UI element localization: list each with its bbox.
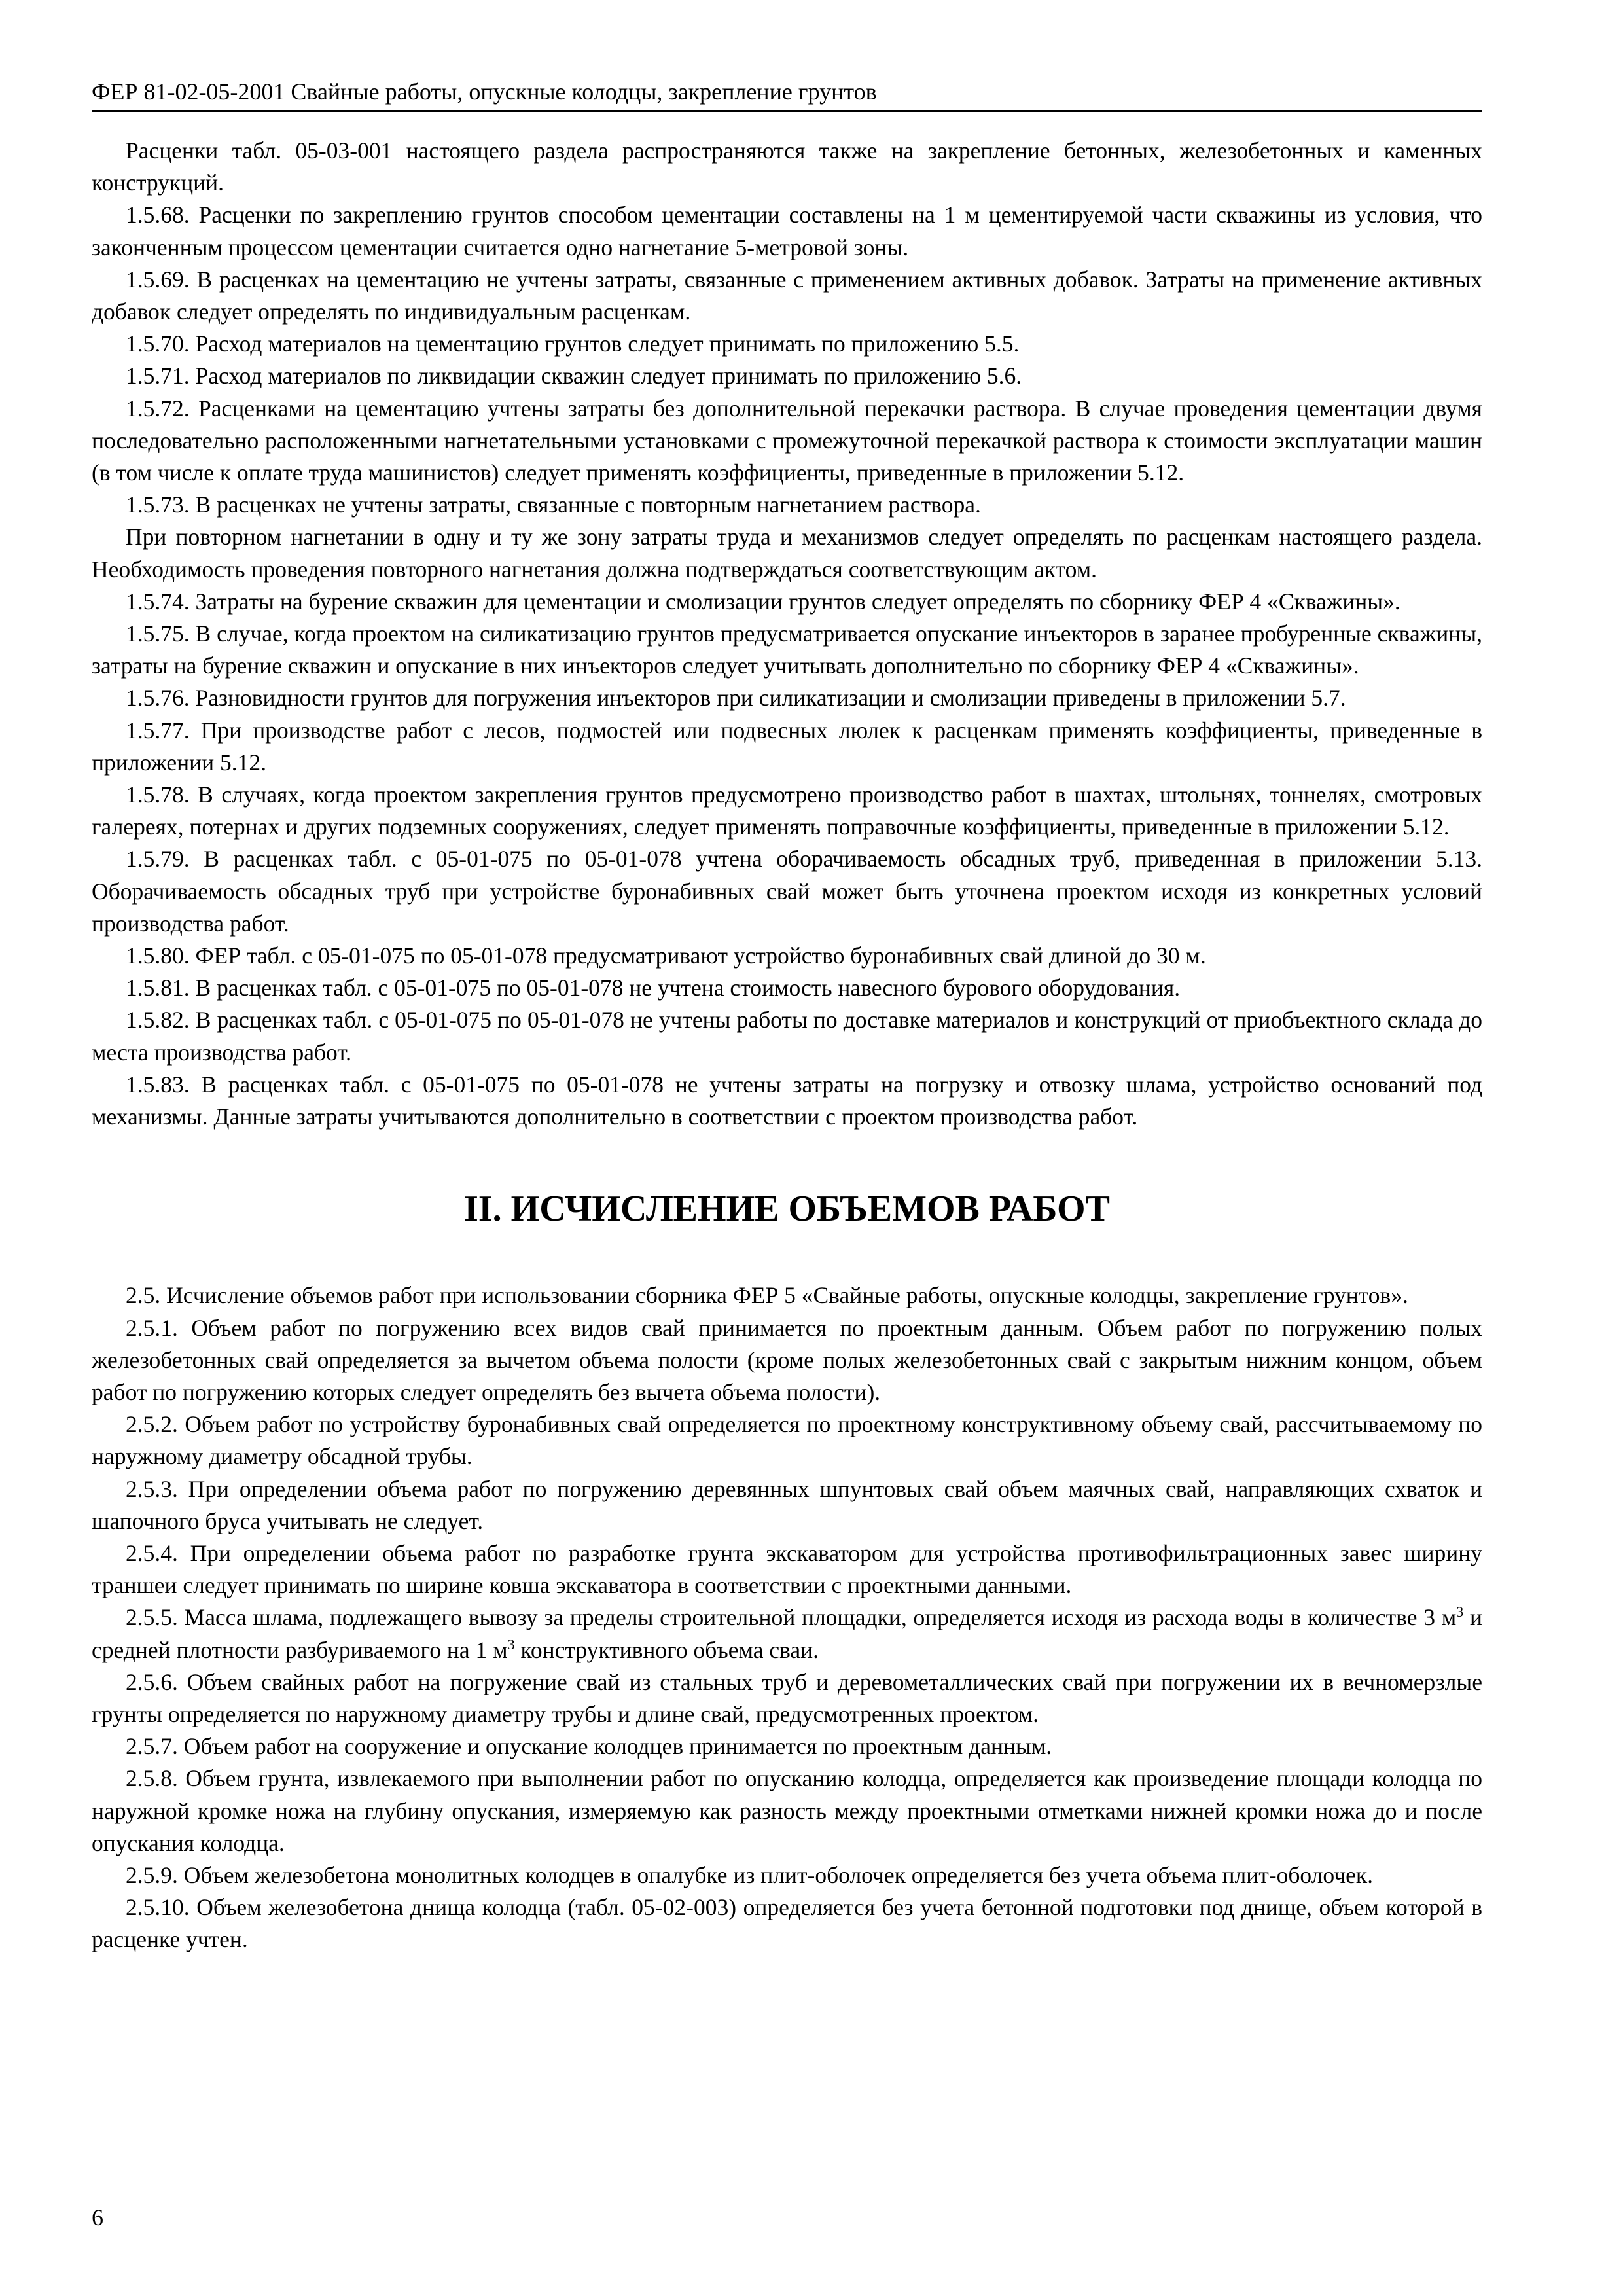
paragraph: 2.5.7. Объем работ на сооружение и опускание колодцев принимается по проектным данным. <box>126 1733 1052 1760</box>
paragraph: 1.5.81. В расценках табл. с 05-01-075 по 05-01-078 не учтена стоимость навесного бурового оборудования. <box>126 975 1181 1001</box>
paragraph: 1.5.75. В случае, когда проектом на силикатизацию грунтов предусматривается опускание инъекторов в заранее пробуренные скважины, затраты на бурение скважин и опускание в них инъекторов следует учитывать дополнительно по сборнику ФЕР 4 «Скважины». <box>92 620 1482 679</box>
paragraph: 2.5.9. Объем железобетона монолитных колодцев в опалубке из плит-оболочек определяется без учета объема плит-оболочек. <box>126 1861 1373 1888</box>
paragraph-text: конструктивного объема сваи. <box>514 1636 819 1663</box>
page-content <box>92 135 1482 1956</box>
superscript: 3 <box>1456 1604 1464 1621</box>
superscript: 3 <box>507 1636 515 1653</box>
paragraph: 1.5.76. Разновидности грунтов для погружения инъекторов при силикатизации и смолизации приведены в приложении 5.7. <box>126 685 1346 711</box>
paragraph: 1.5.74. Затраты на бурение скважин для цементации и смолизации грунтов следует определять по сборнику ФЕР 4 «Скважины». <box>126 588 1400 615</box>
paragraph: 1.5.79. В расценках табл. с 05-01-075 по 05-01-078 учтена оборачиваемость обсадных труб, приведенная в приложении 5.13. Оборачиваемость обсадных труб при устройстве буронабивных свай может быть уточнена проектом исходя из конкретных условий производства работ. <box>92 846 1482 937</box>
paragraph-text: и средней плотности разбуриваемого на 1 м <box>92 1604 1482 1663</box>
paragraph: 2.5.2. Объем работ по устройству буронабивных свай определяется по проектному конструктивному объему свай, рассчитываемому по наружному диаметру обсадной трубы. <box>92 1411 1482 1470</box>
paragraph: 2.5.6. Объем свайных работ на погружение свай из стальных труб и деревометаллических свай при погружении их в вечномерзлые грунты определяется по наружному диаметру трубы и длине свай, предусмотренных проектом. <box>92 1668 1482 1727</box>
paragraph: 2.5.4. При определении объема работ по разработке грунта экскаватором для устройства противофильтрационных завес ширину траншеи следует принимать по ширине ковша экскаватора в соответствии с проектными данными. <box>92 1539 1482 1599</box>
paragraph: 1.5.83. В расценках табл. с 05-01-075 по 05-01-078 не учтены затраты на погрузку и отвозку шлама, устройство оснований под механизмы. Данные затраты учитываются дополнительно в соответствии с проектом производства работ. <box>92 1071 1482 1130</box>
paragraph: При повторном нагнетании в одну и ту же зону затраты труда и механизмов следует определять по расценкам настоящего раздела. Необходимость проведения повторного нагнетания должна подтверждаться соответствующим актом. <box>92 524 1482 583</box>
paragraph: 1.5.72. Расценками на цементацию учтены затраты без дополнительной перекачки раствора. В случае проведения цементации двумя последовательно расположенными нагнетательными установками с промежуточной перекачкой раствора к стоимости эксплуатации машин (в том числе к оплате труда машинистов) следует применять коэффициенты, приведенные в приложении 5.12. <box>92 395 1482 486</box>
paragraph: 2.5.3. При определении объема работ по погружению деревянных шпунтовых свай объем маячных свай, направляющих схваток и шапочного бруса учитывать не следует. <box>92 1475 1482 1534</box>
paragraph: 1.5.80. ФЕР табл. с 05-01-075 по 05-01-078 предусматривают устройство буронабивных свай длиной до 30 м. <box>126 942 1206 969</box>
page-number: 6 <box>92 2204 103 2231</box>
paragraph: 1.5.73. В расценках не учтены затраты, связанные с повторным нагнетанием раствора. <box>126 492 981 518</box>
paragraph: 1.5.78. В случаях, когда проектом закрепления грунтов предусмотрено производство работ в шахтах, штольнях, тоннелях, смотровых галереях, потернах и других подземных сооружениях, следует применять поправочные коэффициенты, приведенные в приложении 5.12. <box>92 781 1482 840</box>
paragraph: 2.5.1. Объем работ по погружению всех видов свай принимается по проектным данным. Объем работ по погружению полых железобетонных свай определяется за вычетом объема полости (кроме полых железобетонных свай с закрытым нижним концом, объем работ по погружению которых следует определять без вычета объема полости). <box>92 1314 1482 1405</box>
paragraph-2-5-5 <box>92 1602 1482 1666</box>
section-title: II. ИСЧИСЛЕНИЕ ОБЪЕМОВ РАБОТ <box>464 1189 1110 1230</box>
paragraph-text: 2.5.5. Масса шлама, подлежащего вывозу за пределы строительной площадки, определяется исходя из расхода воды в количестве 3 м <box>126 1604 1457 1631</box>
paragraph: 1.5.71. Расход материалов по ликвидации скважин следует принимать по приложению 5.6. <box>126 363 1022 389</box>
paragraph: 1.5.82. В расценках табл. с 05-01-075 по 05-01-078 не учтены работы по доставке материалов и конструкций от приобъектного склада до места производства работ. <box>92 1007 1482 1066</box>
paragraph: 1.5.77. При производстве работ с лесов, подмостей или подвесных люлек к расценкам применять коэффициенты, приведенные в приложении 5.12. <box>92 717 1482 776</box>
paragraph: 1.5.70. Расход материалов на цементацию грунтов следует принимать по приложению 5.5. <box>126 331 1020 357</box>
paragraph: 1.5.68. Расценки по закреплению грунтов способом цементации составлены на 1 м цементируемой части скважины из условия, что законченным процессом цементации считается одно нагнетание 5-метровой зоны. <box>92 202 1482 260</box>
paragraph: 2.5.8. Объем грунта, извлекаемого при выполнении работ по опусканию колодца, определяется как произведение площади колодца по наружной кромке ножа на глубину опускания, измеряемую как разность между проектными отметками нижней кромки ножа до и после опускания колодца. <box>92 1765 1482 1856</box>
paragraph: Расценки табл. 05-03-001 настоящего раздела распространяются также на закрепление бетонных, железобетонных и каменных конструкций. <box>92 137 1482 196</box>
paragraph: 2.5. Исчисление объемов работ при использовании сборника ФЕР 5 «Свайные работы, опускные колодцы, закрепление грунтов». <box>126 1282 1408 1309</box>
running-header: ФЕР 81-02-05-2001 Свайные работы, опускные колодцы, закрепление грунтов <box>92 77 1482 112</box>
paragraph: 2.5.10. Объем железобетона днища колодца (табл. 05-02-003) определяется без учета бетонной подготовки под днище, объем которой в расценке учтен. <box>92 1894 1482 1953</box>
paragraph: 1.5.69. В расценках на цементацию не учтены затраты, связанные с применением активных добавок. Затраты на применение активных добавок следует определять по индивидуальным расценкам. <box>92 266 1482 325</box>
